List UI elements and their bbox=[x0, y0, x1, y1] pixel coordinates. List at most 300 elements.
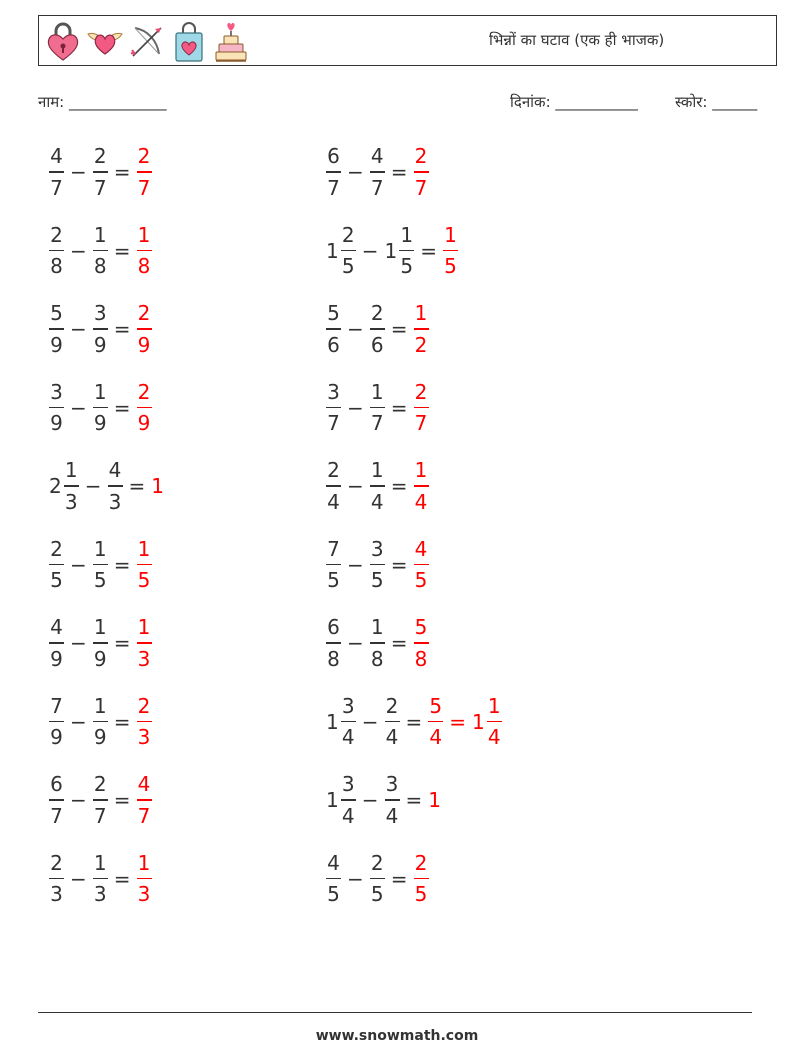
problem-item bbox=[322, 299, 433, 359]
fraction-bar bbox=[93, 799, 108, 801]
answer-numerator: 1 bbox=[137, 850, 151, 875]
fraction-bar bbox=[443, 250, 458, 252]
operand-b-numerator: 4 bbox=[108, 458, 122, 483]
operand-b-numerator: 1 bbox=[93, 850, 107, 875]
fraction-bar bbox=[370, 171, 385, 173]
fraction-bar bbox=[137, 407, 152, 409]
answer-whole: 1 bbox=[428, 788, 441, 812]
operand-a-fraction bbox=[326, 615, 341, 671]
score-field: स्कोर: ______ bbox=[675, 93, 758, 111]
fraction-bar bbox=[49, 642, 64, 644]
operand-a-fraction bbox=[326, 301, 341, 357]
operand-a-fraction bbox=[326, 851, 341, 907]
equals-sign: = bbox=[390, 474, 408, 498]
answer bbox=[410, 301, 433, 357]
answer-denominator: 8 bbox=[414, 646, 428, 671]
answer bbox=[133, 851, 156, 907]
answer bbox=[133, 694, 156, 750]
problem-item bbox=[322, 221, 462, 281]
operand-b-fraction bbox=[370, 537, 385, 593]
minus-sign: − bbox=[84, 474, 102, 498]
answer-fraction bbox=[137, 851, 152, 907]
fraction-bar bbox=[414, 878, 429, 880]
equals-sign: = bbox=[405, 709, 423, 734]
operand-a-fraction bbox=[64, 458, 79, 514]
answer-denominator: 7 bbox=[137, 175, 151, 200]
problem-item bbox=[45, 142, 156, 202]
minus-sign: − bbox=[70, 788, 87, 812]
operand-a-numerator: 2 bbox=[50, 222, 63, 247]
problem-item bbox=[322, 456, 433, 516]
answer-numerator: 5 bbox=[414, 615, 428, 640]
operand-b-fraction bbox=[93, 851, 108, 907]
operand-b-fraction bbox=[93, 537, 108, 593]
operand-b-denominator: 7 bbox=[370, 175, 384, 200]
fraction-bar bbox=[326, 642, 341, 644]
fraction-bar bbox=[326, 328, 341, 330]
footer-divider bbox=[38, 1012, 752, 1013]
operand-b-denominator: 9 bbox=[93, 725, 107, 750]
answer bbox=[439, 223, 462, 279]
fraction-bar bbox=[370, 485, 385, 487]
operand-a-denominator: 9 bbox=[50, 725, 63, 750]
answer-fraction bbox=[443, 223, 458, 279]
operand-a-fraction bbox=[341, 772, 356, 828]
operand-a-fraction bbox=[49, 772, 64, 828]
operand-a-numerator: 3 bbox=[341, 693, 355, 718]
minus-sign: − bbox=[70, 552, 87, 577]
equals-sign: = bbox=[390, 631, 408, 655]
operand-b-whole: 1 bbox=[384, 238, 398, 263]
equals-sign: = bbox=[113, 866, 131, 891]
answer bbox=[410, 144, 433, 200]
operand-a-numerator: 2 bbox=[50, 850, 63, 875]
operand-b-numerator: 4 bbox=[370, 144, 384, 169]
minus-sign: − bbox=[361, 788, 379, 812]
fraction-bar bbox=[49, 878, 64, 880]
minus-sign: − bbox=[347, 552, 364, 577]
operand-b-numerator: 1 bbox=[400, 222, 414, 247]
heart-lock-icon bbox=[45, 20, 81, 63]
equals-sign: = bbox=[113, 160, 131, 184]
answer-denominator: 7 bbox=[414, 175, 428, 200]
answer-numerator: 2 bbox=[137, 379, 151, 404]
minus-sign: − bbox=[70, 395, 87, 420]
answer-denominator: 4 bbox=[429, 725, 443, 750]
operand-b-denominator: 7 bbox=[93, 175, 107, 200]
fraction-bar bbox=[385, 721, 400, 723]
worksheet-header bbox=[38, 15, 777, 66]
operand-a-fraction bbox=[49, 144, 64, 200]
answer-fraction bbox=[137, 537, 152, 593]
fraction-bar bbox=[137, 250, 152, 252]
answer-numerator: 2 bbox=[137, 301, 151, 326]
answer-denominator: 5 bbox=[414, 568, 428, 593]
operand-a-fraction bbox=[341, 694, 356, 750]
operand-b-numerator: 1 bbox=[370, 458, 384, 483]
operand-b-fraction bbox=[370, 301, 385, 357]
operand-b-numerator: 2 bbox=[370, 850, 384, 875]
minus-sign: − bbox=[70, 631, 87, 655]
answer bbox=[133, 144, 156, 200]
operand-b-denominator: 5 bbox=[400, 254, 414, 279]
answer-whole: 1 bbox=[472, 709, 485, 734]
answer-fraction bbox=[414, 615, 429, 671]
answer bbox=[133, 301, 156, 357]
fraction-bar bbox=[93, 250, 108, 252]
operand-b-numerator: 2 bbox=[93, 144, 107, 169]
operand-a-numerator: 3 bbox=[341, 772, 355, 797]
minus-sign: − bbox=[361, 709, 379, 734]
fraction-bar bbox=[414, 642, 429, 644]
operand-a-numerator: 7 bbox=[50, 693, 63, 718]
fraction-bar bbox=[93, 878, 108, 880]
fraction-bar bbox=[137, 171, 152, 173]
equals-sign: = bbox=[390, 317, 408, 341]
fraction-bar bbox=[49, 407, 64, 409]
operand-a-fraction bbox=[326, 380, 341, 436]
operand-a-fraction bbox=[326, 144, 341, 200]
answer bbox=[133, 772, 156, 828]
operand-b-denominator: 7 bbox=[370, 411, 384, 436]
operand-a-numerator: 2 bbox=[50, 536, 63, 561]
operand-b-numerator: 1 bbox=[370, 615, 384, 640]
minus-sign: − bbox=[361, 238, 379, 263]
answer bbox=[424, 788, 439, 812]
fraction-bar bbox=[414, 485, 429, 487]
minus-sign: − bbox=[70, 866, 87, 891]
fraction-bar bbox=[137, 328, 152, 330]
operand-b-fraction bbox=[93, 615, 108, 671]
footer-url: www.snowmath.com bbox=[315, 1028, 479, 1044]
operand-a-fraction bbox=[49, 301, 64, 357]
heart-shopping-bag-icon bbox=[171, 20, 207, 63]
answer bbox=[410, 851, 433, 907]
operand-b-denominator: 4 bbox=[385, 725, 399, 750]
operand-a-fraction bbox=[49, 694, 64, 750]
operand-b-numerator: 1 bbox=[93, 615, 107, 640]
equals-sign: = bbox=[113, 631, 131, 655]
answer bbox=[147, 474, 162, 498]
answer-fraction bbox=[428, 694, 443, 750]
operand-a-fraction bbox=[49, 615, 64, 671]
operand-a-fraction bbox=[341, 223, 356, 279]
answer-fraction bbox=[487, 694, 502, 750]
heart-cake-icon bbox=[213, 20, 249, 63]
problem-item bbox=[322, 770, 439, 830]
answer bbox=[133, 223, 156, 279]
operand-b-numerator: 1 bbox=[93, 536, 107, 561]
operand-b-fraction bbox=[93, 301, 108, 357]
operand-a-fraction bbox=[49, 537, 64, 593]
answer-denominator: 9 bbox=[137, 411, 151, 436]
answer bbox=[410, 458, 433, 514]
answer-denominator: 5 bbox=[414, 882, 428, 907]
operand-a-denominator: 9 bbox=[50, 646, 63, 671]
answer-numerator: 4 bbox=[414, 536, 428, 561]
operand-a-numerator: 5 bbox=[327, 301, 340, 326]
problem-item bbox=[45, 613, 156, 673]
equals-sign: = bbox=[390, 395, 408, 420]
operand-a-numerator: 7 bbox=[327, 536, 340, 561]
operand-b-fraction bbox=[370, 615, 385, 671]
operand-b-fraction bbox=[370, 458, 385, 514]
fraction-bar bbox=[370, 407, 385, 409]
answer-denominator: 7 bbox=[414, 411, 428, 436]
operand-a-numerator: 6 bbox=[50, 772, 63, 797]
problem-item bbox=[45, 221, 156, 281]
operand-a-denominator: 7 bbox=[327, 411, 340, 436]
fraction-bar bbox=[49, 799, 64, 801]
fraction-bar bbox=[399, 250, 414, 252]
operand-b-denominator: 3 bbox=[108, 489, 122, 514]
problem-item bbox=[322, 378, 433, 438]
answer-numerator: 2 bbox=[137, 144, 151, 169]
answer-fraction bbox=[137, 301, 152, 357]
operand-a-numerator: 4 bbox=[327, 850, 340, 875]
answer-denominator: 9 bbox=[137, 332, 151, 357]
fraction-bar bbox=[93, 721, 108, 723]
operand-b-numerator: 3 bbox=[385, 772, 399, 797]
page-title: भिन्नों का घटाव (एक ही भाजक) bbox=[489, 31, 665, 49]
fraction-bar bbox=[414, 328, 429, 330]
fraction-bar bbox=[93, 407, 108, 409]
operand-a-denominator: 5 bbox=[50, 568, 63, 593]
fraction-bar bbox=[93, 171, 108, 173]
equals-sign: = bbox=[113, 709, 131, 734]
answer-denominator: 4 bbox=[414, 489, 428, 514]
problem-item bbox=[45, 535, 156, 595]
operand-a-denominator: 6 bbox=[327, 332, 340, 357]
minus-sign: − bbox=[347, 317, 364, 341]
answer-numerator: 1 bbox=[137, 615, 151, 640]
problem-item bbox=[322, 613, 433, 673]
equals-sign: = bbox=[390, 552, 408, 577]
operand-b-denominator: 5 bbox=[93, 568, 107, 593]
operand-b-fraction bbox=[370, 144, 385, 200]
operand-a-numerator: 6 bbox=[327, 615, 340, 640]
answer-whole: 1 bbox=[151, 474, 164, 498]
operand-b-fraction bbox=[385, 694, 400, 750]
operand-a-fraction bbox=[326, 458, 341, 514]
equals-sign: = bbox=[405, 788, 423, 812]
operand-a-fraction bbox=[326, 537, 341, 593]
operand-a-denominator: 9 bbox=[50, 332, 63, 357]
winged-heart-icon bbox=[87, 20, 123, 63]
answer-numerator: 1 bbox=[444, 222, 457, 247]
equals-sign: = bbox=[113, 317, 131, 341]
answer-fraction bbox=[137, 772, 152, 828]
fraction-bar bbox=[137, 564, 152, 566]
fraction-bar bbox=[326, 878, 341, 880]
answer-fraction bbox=[137, 144, 152, 200]
operand-a-denominator: 7 bbox=[50, 803, 63, 828]
operand-b-numerator: 3 bbox=[370, 536, 384, 561]
operand-a-fraction bbox=[49, 223, 64, 279]
operand-a-denominator: 7 bbox=[50, 175, 63, 200]
operand-a-whole: 2 bbox=[49, 474, 62, 498]
answer-fraction bbox=[414, 851, 429, 907]
operand-b-numerator: 1 bbox=[93, 693, 107, 718]
answer-fraction bbox=[414, 144, 429, 200]
answer bbox=[133, 380, 156, 436]
answer-fraction bbox=[137, 615, 152, 671]
operand-a-denominator: 9 bbox=[50, 411, 63, 436]
answer-numerator: 1 bbox=[487, 693, 501, 718]
operand-b-fraction bbox=[370, 380, 385, 436]
equals-sign: = bbox=[390, 866, 408, 891]
fraction-bar bbox=[137, 799, 152, 801]
operand-b-fraction bbox=[93, 144, 108, 200]
answer-denominator: 2 bbox=[414, 332, 428, 357]
fraction-bar bbox=[414, 171, 429, 173]
operand-a-denominator: 5 bbox=[327, 882, 340, 907]
equals-sign: = bbox=[113, 552, 131, 577]
problem-item bbox=[322, 692, 506, 752]
answer-fraction bbox=[414, 301, 429, 357]
operand-a-denominator: 3 bbox=[50, 882, 63, 907]
problem-item bbox=[45, 299, 156, 359]
operand-b-numerator: 1 bbox=[93, 222, 107, 247]
operand-b-denominator: 3 bbox=[93, 882, 107, 907]
operand-a-numerator: 1 bbox=[64, 458, 78, 483]
operand-b-fraction bbox=[399, 223, 414, 279]
answer-denominator: 4 bbox=[487, 725, 501, 750]
fraction-bar bbox=[49, 564, 64, 566]
operand-b-fraction bbox=[108, 458, 123, 514]
problem-item bbox=[45, 456, 162, 516]
fraction-bar bbox=[370, 642, 385, 644]
problem-item bbox=[322, 535, 433, 595]
problem-item bbox=[45, 849, 156, 909]
operand-a-numerator: 2 bbox=[341, 222, 355, 247]
operand-b-denominator: 7 bbox=[93, 803, 107, 828]
fraction-bar bbox=[414, 407, 429, 409]
fraction-bar bbox=[326, 171, 341, 173]
answer-fraction bbox=[414, 458, 429, 514]
equals-sign: = bbox=[420, 238, 437, 263]
operand-a-numerator: 4 bbox=[50, 144, 63, 169]
answer-numerator: 1 bbox=[137, 222, 151, 247]
answer-denominator: 3 bbox=[137, 725, 151, 750]
operand-b-numerator: 2 bbox=[370, 301, 384, 326]
problem-item bbox=[45, 378, 156, 438]
operand-b-fraction bbox=[370, 851, 385, 907]
icon-strip bbox=[45, 20, 249, 63]
fraction-bar bbox=[93, 642, 108, 644]
operand-a-whole: 1 bbox=[326, 788, 339, 812]
equals-sign: = bbox=[113, 788, 131, 812]
equals-sign: = bbox=[128, 474, 146, 498]
answer-numerator: 2 bbox=[414, 850, 428, 875]
fraction-bar bbox=[326, 485, 341, 487]
operand-b-numerator: 2 bbox=[93, 772, 107, 797]
answer-numerator: 5 bbox=[429, 693, 443, 718]
operand-b-denominator: 9 bbox=[93, 332, 107, 357]
fraction-bar bbox=[137, 642, 152, 644]
operand-a-numerator: 2 bbox=[327, 458, 340, 483]
operand-b-denominator: 4 bbox=[370, 489, 384, 514]
answer-fraction bbox=[414, 537, 429, 593]
operand-b-denominator: 4 bbox=[385, 803, 399, 828]
equals-sign: = bbox=[113, 395, 131, 420]
answer-fraction bbox=[137, 223, 152, 279]
answer-equals-sign: = bbox=[449, 709, 467, 734]
answer-fraction bbox=[414, 380, 429, 436]
problem-item bbox=[45, 692, 156, 752]
fraction-bar bbox=[385, 799, 400, 801]
problem-item bbox=[322, 849, 433, 909]
operand-a-denominator: 4 bbox=[327, 489, 340, 514]
minus-sign: − bbox=[70, 160, 87, 184]
minus-sign: − bbox=[70, 317, 87, 341]
operand-b-numerator: 3 bbox=[93, 301, 107, 326]
answer-denominator: 8 bbox=[137, 254, 151, 279]
operand-a-denominator: 7 bbox=[327, 175, 340, 200]
operand-a-numerator: 5 bbox=[50, 301, 63, 326]
fraction-bar bbox=[108, 485, 123, 487]
fraction-bar bbox=[49, 250, 64, 252]
operand-b-fraction bbox=[93, 694, 108, 750]
operand-b-denominator: 8 bbox=[93, 254, 107, 279]
problem-item bbox=[322, 142, 433, 202]
answer bbox=[410, 615, 433, 671]
operand-a-denominator: 4 bbox=[341, 725, 355, 750]
answer-fraction bbox=[137, 380, 152, 436]
answer-denominator: 3 bbox=[137, 882, 151, 907]
answer-numerator: 1 bbox=[414, 301, 428, 326]
operand-a-numerator: 4 bbox=[50, 615, 63, 640]
equals-sign: = bbox=[113, 238, 131, 263]
problem-item bbox=[45, 770, 156, 830]
answer-numerator: 1 bbox=[414, 458, 428, 483]
operand-a-numerator: 3 bbox=[50, 379, 63, 404]
fraction-bar bbox=[487, 721, 502, 723]
answer-numerator: 2 bbox=[414, 379, 428, 404]
operand-b-fraction bbox=[385, 772, 400, 828]
operand-b-fraction bbox=[93, 772, 108, 828]
fraction-bar bbox=[93, 328, 108, 330]
answer-denominator: 7 bbox=[137, 803, 151, 828]
operand-b-numerator: 1 bbox=[370, 379, 384, 404]
answer-denominator: 3 bbox=[137, 646, 151, 671]
operand-a-denominator: 5 bbox=[341, 254, 355, 279]
answer-fraction bbox=[137, 694, 152, 750]
answer bbox=[410, 537, 433, 593]
operand-b-denominator: 6 bbox=[370, 332, 384, 357]
answer bbox=[424, 694, 506, 750]
operand-a-denominator: 3 bbox=[64, 489, 78, 514]
minus-sign: − bbox=[347, 395, 364, 420]
fraction-bar bbox=[341, 799, 356, 801]
operand-b-numerator: 2 bbox=[385, 693, 399, 718]
operand-a-denominator: 5 bbox=[327, 568, 340, 593]
answer-numerator: 1 bbox=[137, 536, 151, 561]
fraction-bar bbox=[64, 485, 79, 487]
operand-b-fraction bbox=[93, 223, 108, 279]
fraction-bar bbox=[341, 721, 356, 723]
operand-a-numerator: 6 bbox=[327, 144, 340, 169]
answer bbox=[133, 615, 156, 671]
operand-b-numerator: 1 bbox=[93, 379, 107, 404]
operand-b-denominator: 9 bbox=[93, 646, 107, 671]
operand-a-fraction bbox=[49, 851, 64, 907]
minus-sign: − bbox=[347, 160, 364, 184]
operand-a-fraction bbox=[49, 380, 64, 436]
answer-denominator: 5 bbox=[137, 568, 151, 593]
operand-b-denominator: 8 bbox=[370, 646, 384, 671]
fraction-bar bbox=[49, 328, 64, 330]
